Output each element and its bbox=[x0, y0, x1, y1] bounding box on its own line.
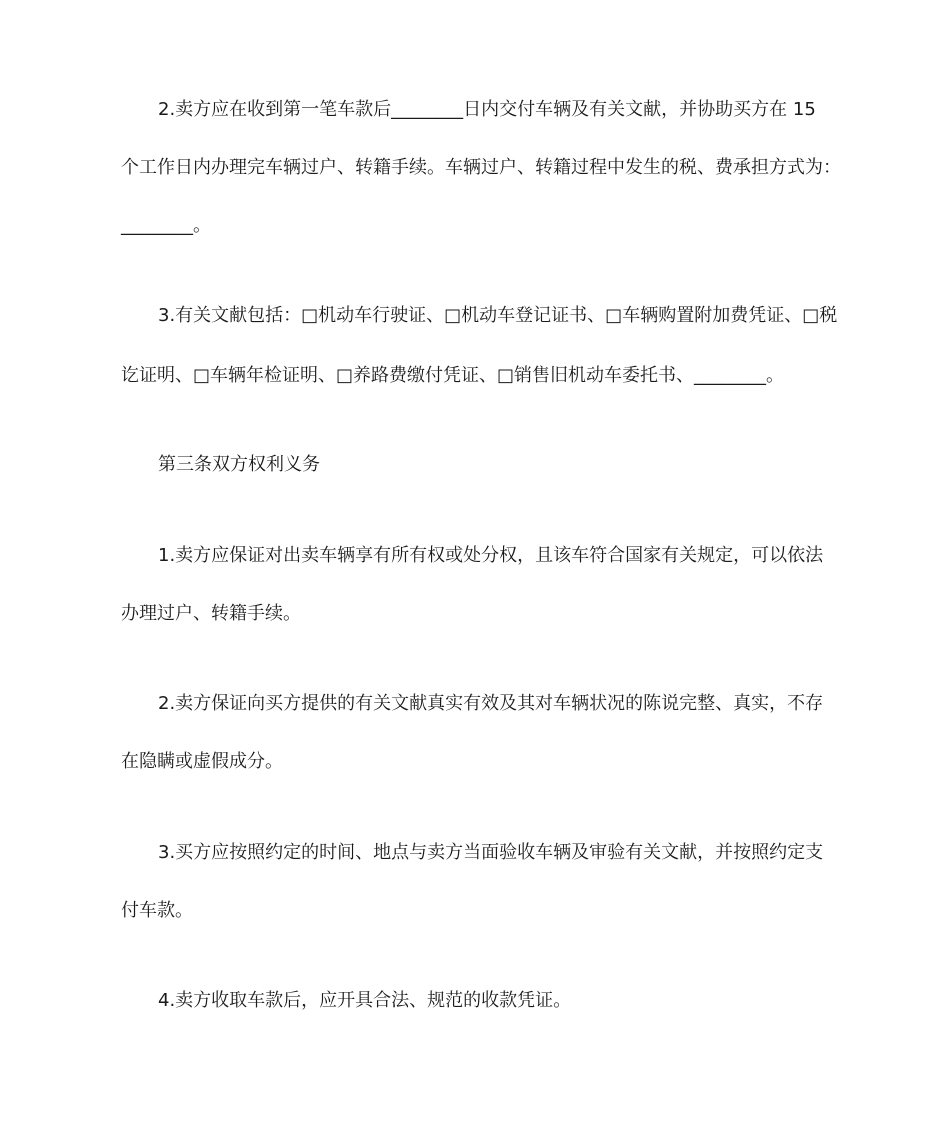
paragraph-2-line-1: 2.卖方应在收到第一笔车款后________日内交付车辆及有关文献，并协助买方在 15 bbox=[158, 99, 816, 120]
obligation-1-line-2: 办理过户、转籍手续。 bbox=[121, 603, 301, 624]
paragraph-3-line-1: 3.有关文献包括：□机动车行驶证、□机动车登记证书、□车辆购置附加费凭证、□税 bbox=[158, 305, 838, 326]
obligation-3-line-1: 3.买方应按照约定的时间、地点与卖方当面验收车辆及审验有关文献，并按照约定支 bbox=[158, 842, 824, 863]
section-heading: 第三条双方权利义务 bbox=[158, 454, 320, 475]
paragraph-3-line-2: 讫证明、□车辆年检证明、□养路费缴付凭证、□销售旧机动车委托书、________。 bbox=[121, 365, 785, 386]
paragraph-2-line-2: 个工作日内办理完车辆过户、转籍手续。车辆过户、转籍过程中发生的税、费承担方式为： bbox=[121, 157, 841, 178]
paragraph-2-line-3: ________。 bbox=[121, 215, 211, 236]
obligation-3-line-2: 付车款。 bbox=[121, 900, 193, 921]
obligation-4-line-1: 4.卖方收取车款后，应开具合法、规范的收款凭证。 bbox=[158, 990, 572, 1011]
obligation-2-line-2: 在隐瞒或虚假成分。 bbox=[121, 751, 283, 772]
obligation-1-line-1: 1.卖方应保证对出卖车辆享有所有权或处分权，且该车符合国家有关规定，可以依法 bbox=[158, 545, 824, 566]
obligation-2-line-1: 2.卖方保证向买方提供的有关文献真实有效及其对车辆状况的陈说完整、真实，不存 bbox=[158, 693, 824, 714]
